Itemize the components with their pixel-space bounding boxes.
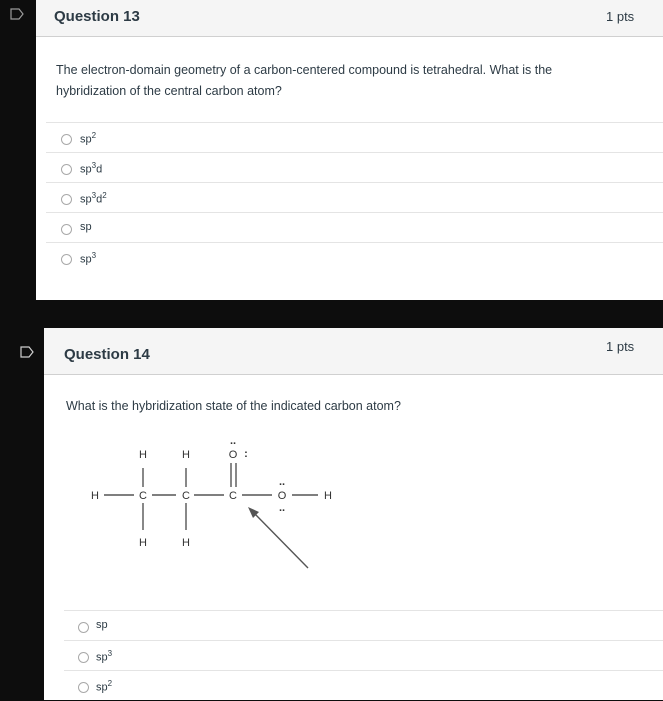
answer-option[interactable] [64,670,663,701]
question-14-points: 1 pts [606,339,635,354]
lone-pair-dots: .. [278,502,286,514]
radio-button[interactable] [61,254,72,265]
atom-c: C [182,490,190,502]
question-14-header [44,328,663,375]
answer-label: $sp^3$ [80,251,97,266]
radio-button[interactable] [78,622,89,633]
atom-o: O [228,449,238,461]
flag-question-icon[interactable] [20,346,34,358]
question-13-text: The electron-domain geometry of a carbon-centered compound is tetrahedral. What is the hybridization of the central carbon atom? [56,63,553,98]
answer-option[interactable] [46,182,663,213]
radio-button[interactable] [61,134,72,145]
atom-c: C [139,490,147,502]
question-14-title: Question 14 [64,346,150,363]
answer-option[interactable] [46,242,663,273]
answer-option[interactable] [64,610,663,641]
radio-button[interactable] [78,652,89,663]
lone-pair-dots: .. [278,476,286,488]
answer-label: $sp^3$ [96,649,113,664]
question-14-text: What is the hybridization state of the indicated carbon atom? [66,399,401,413]
answer-label: $sp^2$ [96,679,113,694]
answer-option[interactable] [46,212,663,243]
radio-button[interactable] [78,682,89,693]
answer-label: sp [80,221,92,233]
atom-o: O [277,490,287,502]
answer-label: sp [96,619,108,631]
lone-pair-dots: .. [229,435,237,447]
radio-button[interactable] [61,164,72,175]
answer-option[interactable] [46,152,663,183]
question-13-points: 1 pts [606,9,635,24]
atom-h: H [91,490,99,502]
flag-question-icon[interactable] [10,8,24,20]
atom-h: H [182,537,190,549]
atom-h: H [324,490,332,502]
radio-button[interactable] [61,194,72,205]
question-13-card [36,0,663,300]
radio-button[interactable] [61,224,72,235]
atom-h: H [182,449,190,461]
atom-c: C [229,490,237,502]
question-13-header [36,0,663,37]
atom-h: H [139,449,147,461]
question-13-title: Question 13 [54,8,140,25]
answer-label: $sp^3d^2$ [80,191,107,206]
atom-h: H [139,537,147,549]
answer-label: $sp^2$ [80,131,97,146]
answer-option[interactable] [46,122,663,153]
answer-option[interactable] [64,640,663,671]
answer-label: $sp^3d$ [80,161,103,176]
lone-pair-dots: : [244,448,248,460]
question-14-card [44,328,663,700]
